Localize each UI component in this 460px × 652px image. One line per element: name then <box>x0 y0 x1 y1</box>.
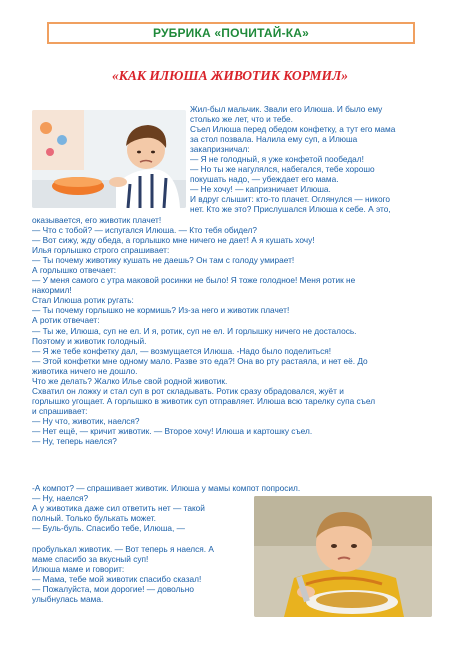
story-line: Стал Илюша ротик ругать: <box>32 295 134 306</box>
story-line: — Но ты же нагулялся, набегался, тебе хорошо <box>190 164 375 175</box>
story-line: накормил! <box>32 285 72 296</box>
story-line: — Нет ещё, — кричит животик. — Второе хочу! Илюша и картошку съел. <box>32 425 313 436</box>
rubric-label: РУБРИКА «ПОЧИТАЙ-КА» <box>152 26 310 40</box>
story-line: пробулькал животик. — Вот теперь я наелся. А <box>32 544 214 554</box>
story-line: Что же делать? Жалко Илье свой родной животик. <box>32 375 228 386</box>
story-line: — Не хочу! — капризничает Илюша. <box>190 184 331 195</box>
story-line: — Ты почему животику кушать не даешь? Он там с голоду умирает! <box>32 255 295 266</box>
story-line: улыбнулась мама. <box>32 594 104 605</box>
story-line: закапризничал: <box>190 144 250 155</box>
story-line: — Я не голодный, я уже конфетой пообедал! <box>190 154 364 165</box>
story-line: и спрашивает: <box>32 405 88 416</box>
story-text-beside-photo <box>190 104 395 215</box>
story-title: «КАК ИЛЮША ЖИВОТИК КОРМИЛ» <box>111 68 349 83</box>
story-line: — Ты почему горлышко не кормишь? Из-за него и животик плачет! <box>32 305 290 316</box>
story-line: — Вот сижу, жду обеда, а горлышко мне ничего не дает! А я кушать хочу! <box>32 235 315 246</box>
story-line: — У меня самого с утра маковой росинки не было! Я тоже голодное! Меня ротик не <box>32 275 356 286</box>
story-text-ending-2 <box>32 544 214 604</box>
story-line: А горлышко отвечает: <box>32 265 116 276</box>
story-line: нет. Кто же это? Прислушался Илюша к себе. А это, <box>190 204 391 215</box>
story-line: — Что с тобой? — испугался Илюша. — Кто тебя обидел? <box>32 225 257 236</box>
story-line: -А компот? — спрашивает животик. Илюша у мамы компот попросил. <box>32 483 301 493</box>
story-line: — Мама, тебе мой животик спасибо сказал! <box>32 574 202 585</box>
story-line: за стол позвала. Налила ему суп, а Илюша <box>190 134 358 145</box>
story-line: Илья горлышко строго спрашивает: <box>32 245 170 256</box>
story-line: оказывается, его животик плачет! <box>32 215 162 225</box>
story-text-full-width <box>32 215 375 446</box>
story-line: Жил-был мальчик. Звали его Илюша. И было ему <box>190 104 383 114</box>
story-line: А ротик отвечает: <box>32 315 100 326</box>
story-line: Съел Илюша перед обедом конфетку, а тут его мама <box>190 124 396 135</box>
story-line: — Ну, теперь наелся? <box>32 436 117 447</box>
story-line: — Ну что, животик, наелся? <box>32 415 140 426</box>
rubric-banner <box>47 22 415 44</box>
boy-at-table-photo <box>32 110 186 208</box>
story-line: — Буль-буль. Спасибо тебе, Илюша, — <box>32 523 185 534</box>
story-line: покушать надо, — убеждает его мама. <box>190 174 339 185</box>
story-line: — Ну, наелся? <box>32 493 89 504</box>
story-line: Илюша маме и говорит: <box>32 564 125 575</box>
story-line: Схватил он ложку и стал суп в рот складывать. Ротик сразу обрадовался, жуёт и <box>32 385 344 396</box>
story-line: столько же лет, что и тебе. <box>190 114 293 125</box>
story-line: — Я же тебе конфетку дал, — возмущается Илюша. -Надо было поделиться! <box>32 345 332 356</box>
story-text-ending <box>32 483 300 533</box>
story-line: маме спасибо за вкусный суп! <box>32 554 149 565</box>
story-line: — Ты же, Илюша, суп не ел. И я, ротик, суп не ел. И горлышку ничего не досталось. <box>32 325 357 336</box>
story-line: животика ничего не дошло. <box>32 365 138 376</box>
story-line: А у животика даже сил ответить нет — такой <box>32 503 205 514</box>
story-line: полный. Только булькать может. <box>32 513 156 524</box>
story-line: Поэтому и животик голодный. <box>32 335 147 346</box>
story-line: И вдруг слышит: кто-то плачет. Оглянулся — никого <box>190 194 391 205</box>
story-line: — Пожалуйста, мои дорогие! — довольно <box>32 584 194 595</box>
story-line: горлышко угощает. А горлышко в животик суп отправляет. Илюша всю тарелку супа съел <box>32 395 376 406</box>
story-line: — Этой конфетки мне одному мало. Разве это еда?! Она во рту растаяла, и нет её. До <box>32 355 368 366</box>
